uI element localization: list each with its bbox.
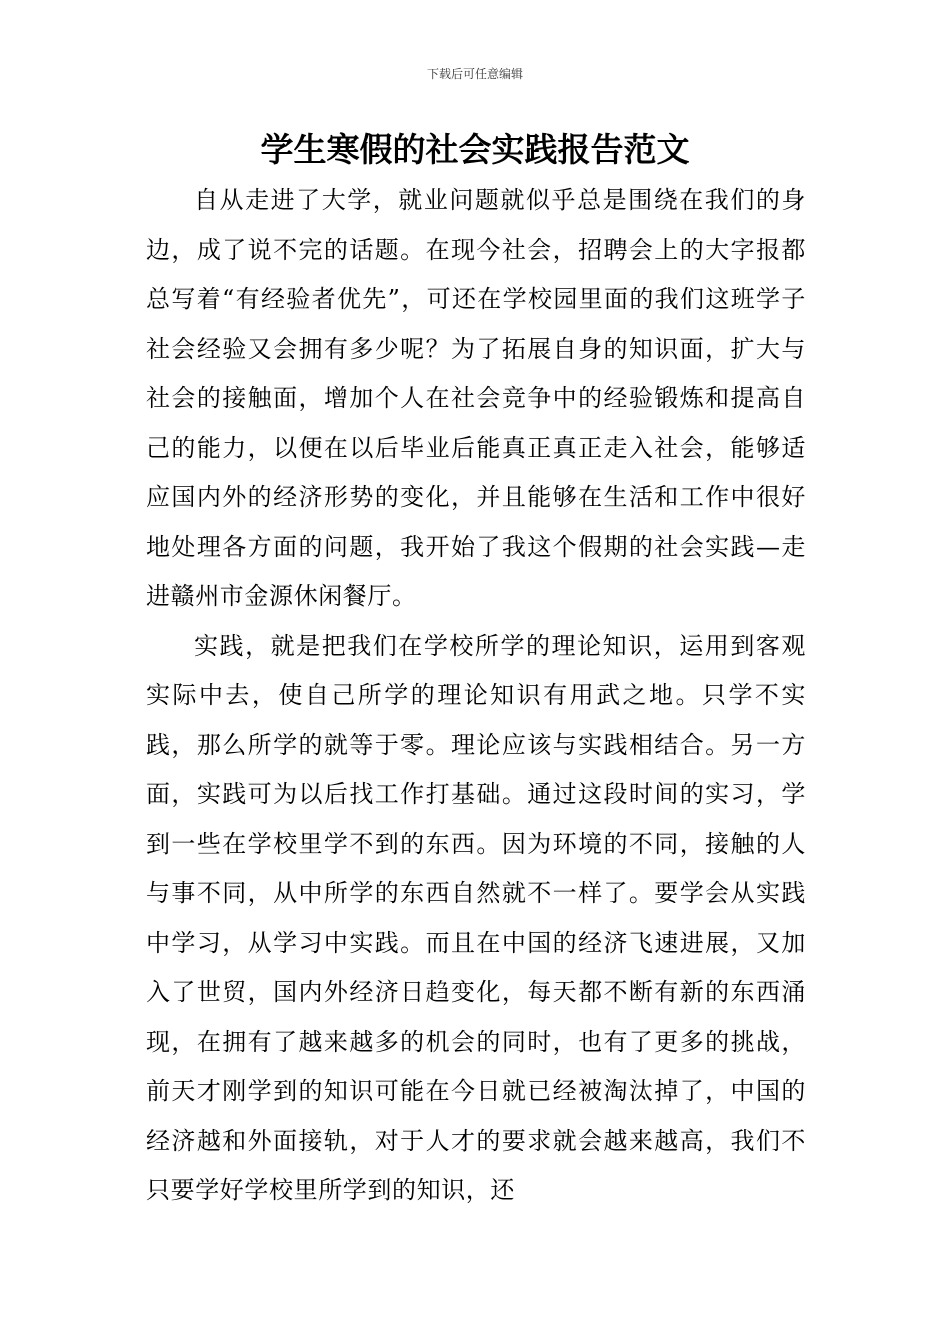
paragraph-1: 自从走进了大学，就业问题就似乎总是围绕在我们的身边，成了说不完的话题。在现今社会，招聘会上的大字报都总写着“有经验者优先”，可还在学校园里面的我们这班学子社会经验又会拥有多少呢？为了拓展自身的知识面，扩大与社会的接触面，增加个人在社会竞争中的经验锻炼和提高自己的能力，以便在以后毕业后能真正真正走入社会，能够适应国内外的经济形势的变化，并且能够在生活和工作中很好地处理各方面的问题，我开始了我这个假期的社会实践—走进赣州市金源休闲餐厅。 xyxy=(146,186,806,610)
header-note: 下载后可任意编辑 xyxy=(426,67,523,81)
paragraph-2: 实践，就是把我们在学校所学的理论知识，运用到客观实际中去，使自己所学的理论知识有用武之地。只学不实践，那么所学的就等于零。理论应该与实践相结合。另一方面，实践可为以后找工作打基础。通过这段时间的实习，学到一些在学校里学不到的东西。因为环境的不同，接触的人与事不同，从中所学的东西自然就不一样了。要学会从实践中学习，从学习中实践。而且在中国的经济飞速进展，又加入了世贸，国内外经济日趋变化，每天都不断有新的东西涌现，在拥有了越来越多的机会的同时，也有了更多的挑战，前天才刚学到的知识可能在今日就已经被淘汰掉了，中国的经济越和外面接轨，对于人才的要求就会越来越高，我们不只要学好学校里所学到的知识，还 xyxy=(146,631,806,1204)
document-body xyxy=(146,176,806,1216)
document-title: 学生寒假的社会实践报告范文 xyxy=(260,130,690,169)
